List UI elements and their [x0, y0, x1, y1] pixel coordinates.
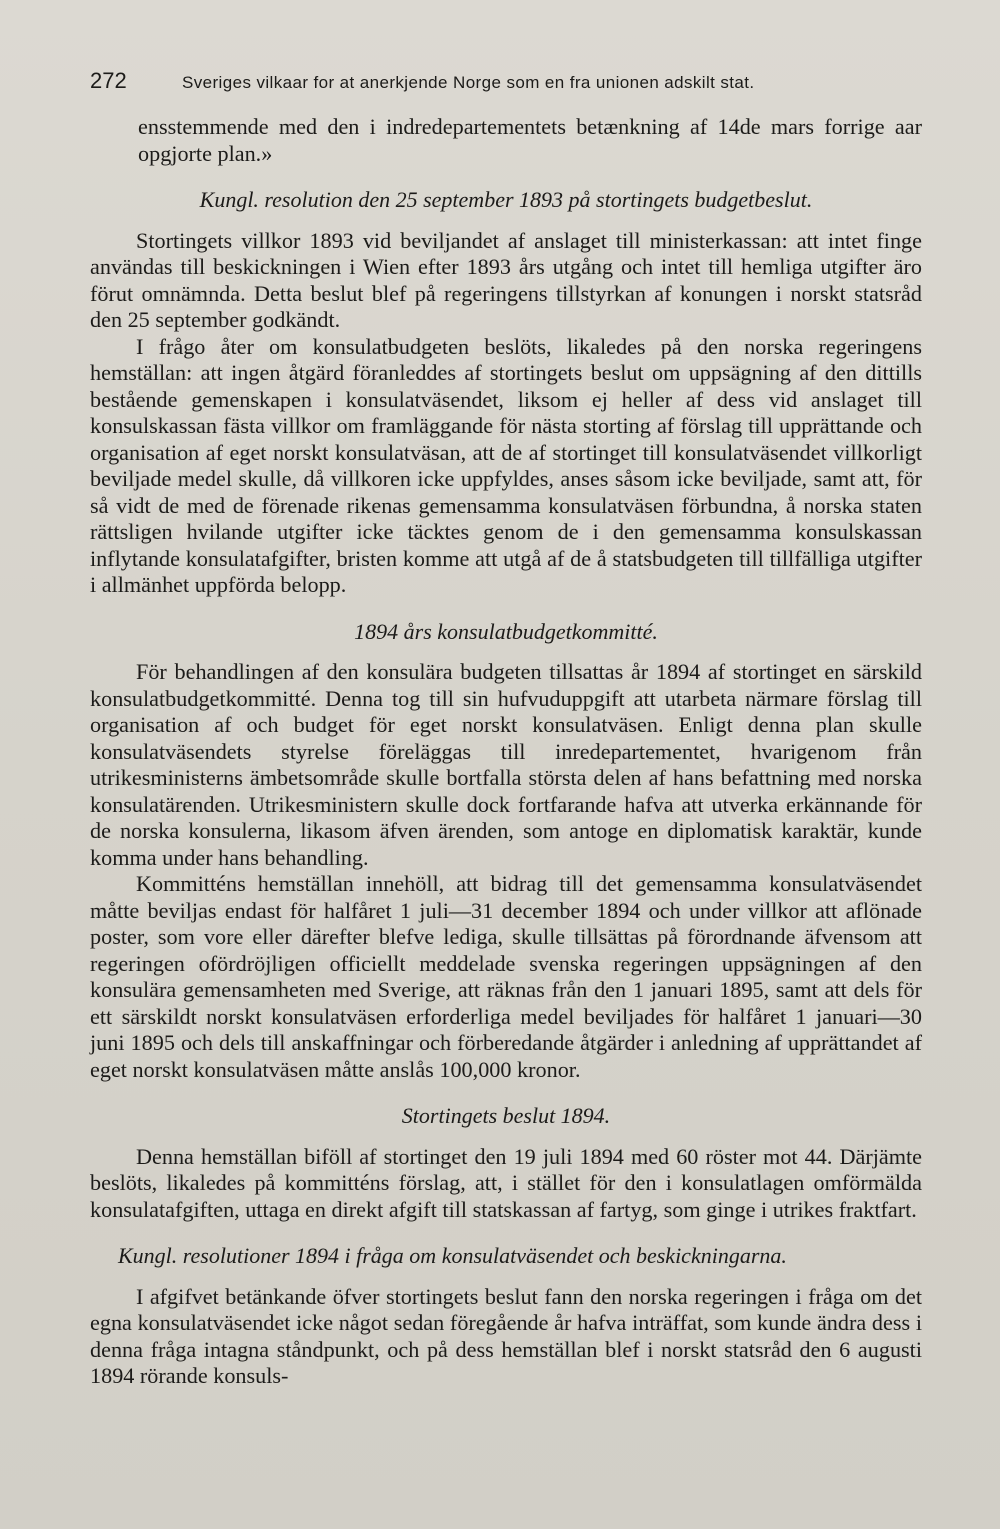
paragraph-quote-continuation: ensstemmende med den i indredepartementets betænkning af 14de mars forrige aar opgjorte plan.» [138, 114, 922, 166]
body-text [90, 114, 922, 1390]
section-heading-resolution-1893: Kungl. resolution den 25 september 1893 på stortingets budgetbeslut. [199, 187, 813, 212]
section-heading-kommitte-1894: 1894 års konsulatbudgetkommitté. [354, 618, 658, 644]
section-heading-stortingets-beslut: Stortingets beslut 1894. [401, 1103, 611, 1128]
page-number: 272 [90, 68, 127, 93]
paragraph-stortingets-villkor: Stortingets villkor 1893 vid beviljandet af anslaget till ministerkassan: att intet finge användas till beskickningen i Wien efter 1893 års utgång och intet till hemliga utgifter äro förut omnämnda. Detta beslut blef på regeringens tillstyrkan af konungen i norskt statsråd den 25 september godkändt. [90, 227, 922, 332]
running-title: Sveriges vilkaar for at anerkjende Norge som en fra unionen adskilt stat. [182, 73, 755, 92]
paragraph-kommittens-hemstallan: Kommitténs hemställan innehöll, att bidrag till det gemensamma konsulatväsendet måtte beviljas endast för halfåret 1 juli—31 december 1894 och under villkor att aflönade poster, som vore eller därefter blefve lediga, skulle tillsättas på förordnande äfvensom att regeringen ofördröjligen officiellt meddelade svenska regeringen uppsägningen af den konsulära gemensamheten med Sverige, att räknas från den 1 januari 1895, samt att dels för ett särskildt norskt konsulatväsen erforderliga medel beviljades för halfåret 1 januari—30 juni 1895 och dels till anskaffningar och förberedande åtgärder i anledning af upprättandet af eget norskt konsulatväsen måtte anslås 100,000 kronor. [90, 871, 922, 1082]
paragraph-afgifvet-betankande: I afgifvet betänkande öfver stortingets beslut fann den norska regeringen i fråga om det egna konsulatväsendet icke något sedan föregående år hafva inträffat, som kunde ändra dess i denna fråga intagna ståndpunkt, och på dess hemställan blef i norskt statsråd den 6 augusti 1894 rörande konsuls- [90, 1283, 922, 1388]
paragraph-konsulatbudgeten: I frågo åter om konsulatbudgeten beslöts, likaledes på den norska regeringens hemställan: att ingen åtgärd föranleddes af stortingets beslut om uppsägning af den dittills bestående gemenskapen i konsulatväsendet, liksom ej heller af dess vid anslaget till konsulskassan fästa villkor om framläggande för nästa storting af förslag till upprättande och organisation af eget norskt konsulatväsan, att de af stortinget till konsulatväsendet villkorligt beviljade medel skulle, då villkoren icke uppfyldes, anses såsom icke beviljade, samt att, för så vidt de med de förenade rikenas gemensamma konsulatväsen förbundna, å norska staten rättsligen hvilande utgifter icke täcktes genom de i den gemensamma konsulskassan inflytande konsulatafgifter, bristen komme att utgå af de å statsbudgeten till tillfälliga utgifter i allmänhet uppförda belopp. [90, 333, 922, 597]
page-header [90, 68, 922, 94]
paragraph-hemstallan-bifoll: Denna hemställan biföll af stortinget den 19 juli 1894 med 60 röster mot 44. Därjämte beslöts, likaledes på kommitténs förslag, att, i stället för den i konsulatlagen omförmälda konsulatafgiften, uttaga en direkt afgift till statskassan af fartyg, som ginge i utrikes fraktfart. [90, 1143, 922, 1222]
paragraph-behandlingen: För behandlingen af den konsulära budgeten tillsattas år 1894 af stortinget en särskild konsulatbudgetkommitté. Denna tog till sin hufvuduppgift att utarbeta närmare förslag till organisation af och budget för eget norskt konsulatväsen. Enligt denna plan skulle konsulatväsendets styrelse föreläggas till inredepartementet, hvarigenom från utrikesministerns ämbetsområde skulle bortfalla största delen af hans befattning med norska konsulatärenden. Utrikesministern skulle dock fortfarande hafva att utverka erkännande för de norska konsulerna, likasom äfven ärenden, som antoge en diplomatisk karaktär, kunde komma under hans behandling. [90, 659, 922, 870]
section-heading-resolutioner-1894: Kungl. resolutioner 1894 i fråga om konsulatväsendet och beskickningarna. [118, 1243, 787, 1268]
